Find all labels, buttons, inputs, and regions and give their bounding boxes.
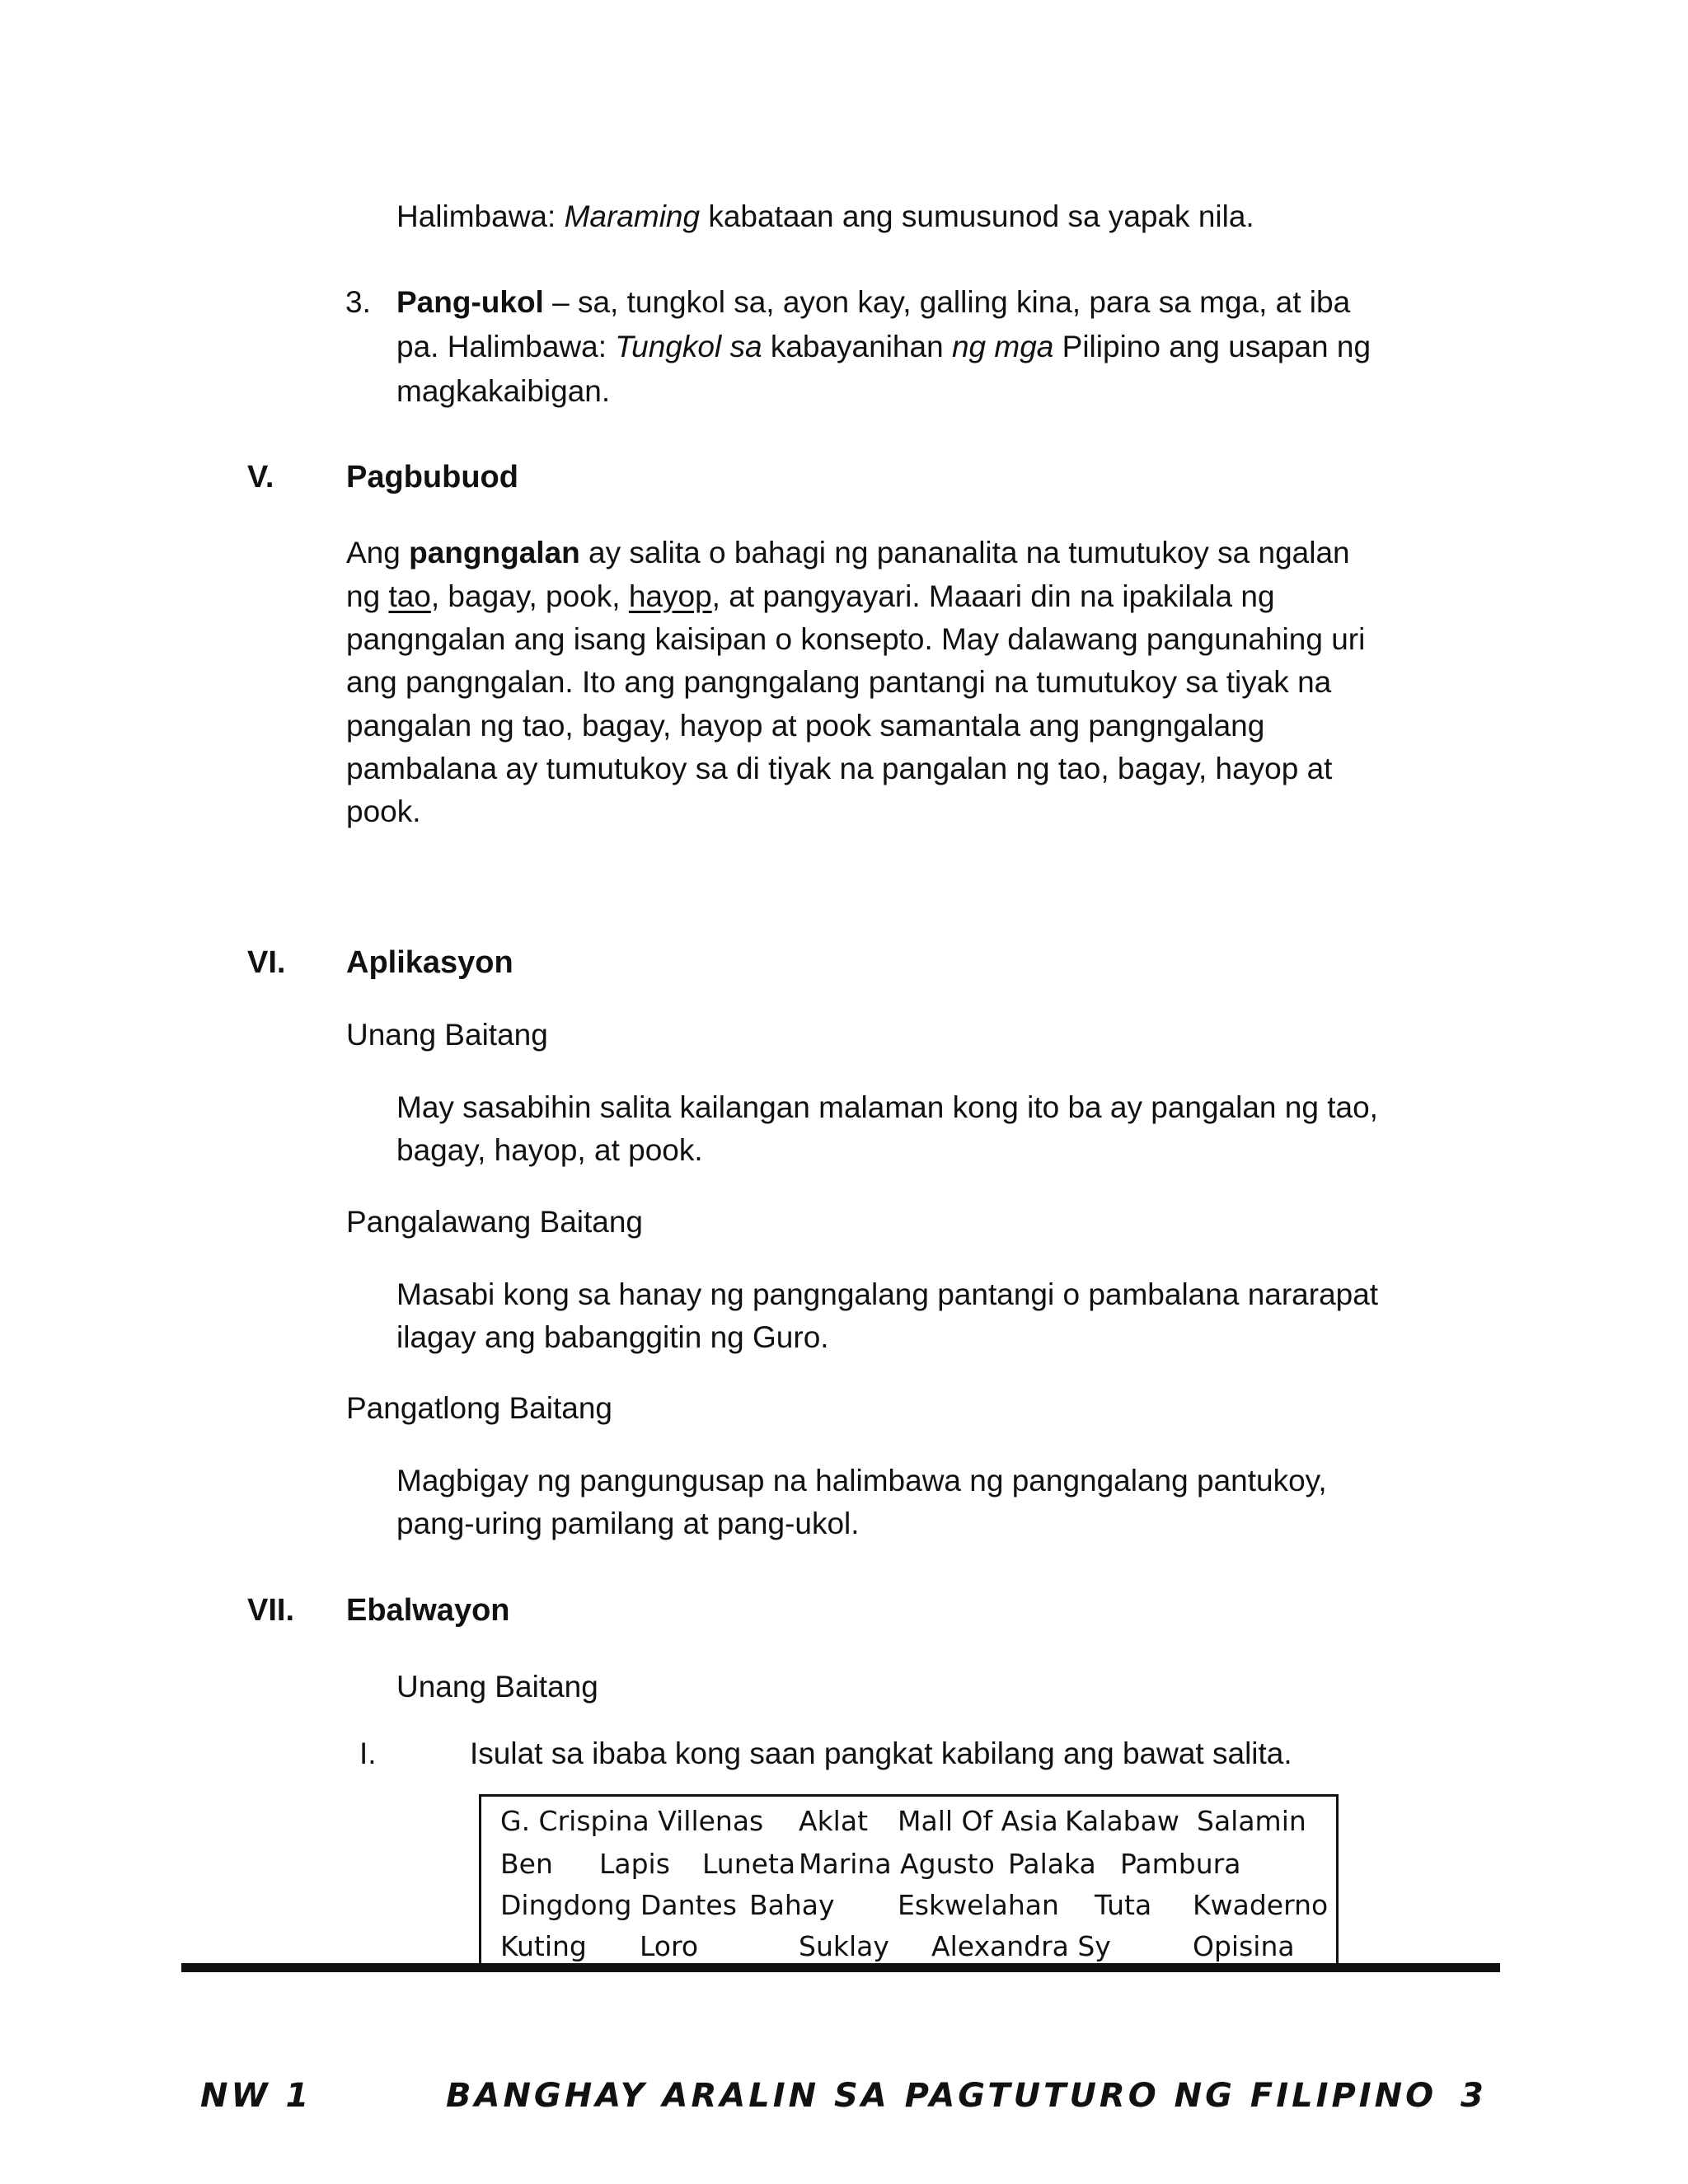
footer-title: BANGHAY ARALIN SA PAGTUTURO NG FILIPINO (446, 2077, 1437, 2115)
word-row (481, 1925, 1336, 1968)
word-item: Tuta (1095, 1889, 1152, 1921)
footer-page-number: 3 (1461, 2077, 1487, 2115)
item3-line2-italic2: ng mga (951, 330, 1054, 363)
word-item: G. Crispina Villenas (500, 1805, 764, 1837)
vi-level-1-text-2: bagay, hayop, at pook. (396, 1133, 703, 1167)
vi-level-1-text-1: May sasabihin salita kailangan malaman kong ito ba ay pangalan ng tao, (396, 1090, 1378, 1124)
section-v-numeral: V. (247, 460, 274, 494)
summary-term-pangngalan: pangngalan (409, 536, 580, 569)
item3-line2 (396, 325, 1371, 369)
summary-l2-b: , bagay, pook, (430, 579, 629, 613)
word-item: Aklat (799, 1805, 869, 1837)
word-item: Mall Of Asia (898, 1805, 1058, 1837)
list-number-3: 3. (345, 285, 371, 319)
example-italic-word: Maraming (564, 199, 701, 233)
item3-line1-rest: – sa, tungkol sa, ayon kay, galling kina, para sa mga, at iba (543, 285, 1351, 319)
word-item: Pambura (1120, 1848, 1241, 1880)
word-item: Ben (500, 1848, 553, 1880)
vi-level-2-heading: Pangalawang Baitang (346, 1205, 644, 1239)
footer-rule (181, 1963, 1500, 1972)
word-bank-box (479, 1794, 1339, 1967)
item3-line2-a: pa. Halimbawa: (396, 330, 616, 363)
summary-line-3: pangngalan ang isang kaisipan o konsepto. May dalawang pangunahing uri (346, 622, 1366, 656)
word-item: Bahay (749, 1889, 835, 1921)
word-row (481, 1800, 1336, 1843)
word-item: Lapis (599, 1848, 670, 1880)
summary-l2-c: , at pangyayari. Maaari din na ipakilala ng (711, 579, 1275, 613)
item3-line3: magkakaibigan. (396, 374, 611, 408)
word-item: Suklay (799, 1930, 889, 1962)
vi-level-3-text-1: Magbigay ng pangungusap na halimbawa ng pangngalang pantukoy, (396, 1464, 1327, 1497)
word-item: Luneta (702, 1848, 796, 1880)
vii-instruction: Isulat sa ibaba kong saan pangkat kabilang ang bawat salita. (470, 1736, 1292, 1770)
word-row (481, 1843, 1336, 1886)
footer-course-code: NW 1 (200, 2077, 312, 2115)
example-rest: kabataan ang sumusunod sa yapak nila. (700, 199, 1254, 233)
word-item: Kalabaw (1065, 1805, 1179, 1837)
word-item: Kwaderno (1193, 1889, 1329, 1921)
item3-line1 (396, 280, 1350, 325)
item3-line2-b: kabayanihan (762, 330, 952, 363)
word-item: Alexandra Sy (931, 1930, 1111, 1962)
summary-line-1 (346, 531, 1350, 575)
example-pang-uri (396, 194, 1254, 239)
section-v-title: Pagbubuod (346, 460, 518, 494)
word-item: Salamin (1197, 1805, 1306, 1837)
section-vi-numeral: VI. (247, 945, 286, 980)
vi-level-2-text-2: ilagay ang babanggitin ng Guro. (396, 1320, 829, 1354)
word-item: Loro (640, 1930, 699, 1962)
vii-item-numeral: I. (359, 1736, 377, 1770)
word-row (481, 1884, 1336, 1927)
section-vii-numeral: VII. (247, 1593, 295, 1628)
item3-line2-c: Pilipino ang usapan ng (1053, 330, 1372, 363)
word-item: Eskwelahan (898, 1889, 1059, 1921)
word-item: Palaka (1008, 1848, 1096, 1880)
vi-level-3-text-2: pang-uring pamilang at pang-ukol. (396, 1507, 860, 1540)
summary-underline-tao: tao (388, 579, 431, 613)
summary-l1-b: ay salita o bahagi ng pananalita na tumutukoy sa ngalan (579, 536, 1350, 569)
item3-term: Pang-ukol (396, 285, 544, 319)
vi-level-2-text-1: Masabi kong sa hanay ng pangngalang pantangi o pambalana nararapat (396, 1277, 1379, 1311)
summary-line-6: pambalana ay tumutukoy sa di tiyak na pangalan ng tao, bagay, hayop at (346, 752, 1333, 785)
vi-level-1-heading: Unang Baitang (346, 1018, 548, 1052)
item3-line2-italic1: Tungkol sa (615, 330, 762, 363)
section-vii-title: Ebalwayon (346, 1593, 510, 1628)
vii-level-1-heading: Unang Baitang (396, 1670, 598, 1704)
word-item: Marina Agusto (799, 1848, 995, 1880)
summary-line-4: ang pangngalan. Ito ang pangngalang pantangi na tumutukoy sa tiyak na (346, 665, 1332, 699)
example-label: Halimbawa: (396, 199, 565, 233)
word-item: Opisina (1193, 1930, 1295, 1962)
vi-level-3-heading: Pangatlong Baitang (346, 1391, 612, 1425)
summary-underline-hayop: hayop (628, 579, 712, 613)
summary-l2-a: ng (346, 579, 389, 613)
word-item: Kuting (500, 1930, 587, 1962)
summary-line-5: pangalan ng tao, bagay, hayop at pook samantala ang pangngalang (346, 709, 1265, 743)
word-item: Dingdong Dantes (500, 1889, 737, 1921)
summary-line-7: pook. (346, 794, 421, 828)
summary-line-2 (346, 574, 1275, 619)
summary-l1-a: Ang (346, 536, 410, 569)
section-vi-title: Aplikasyon (346, 945, 513, 980)
